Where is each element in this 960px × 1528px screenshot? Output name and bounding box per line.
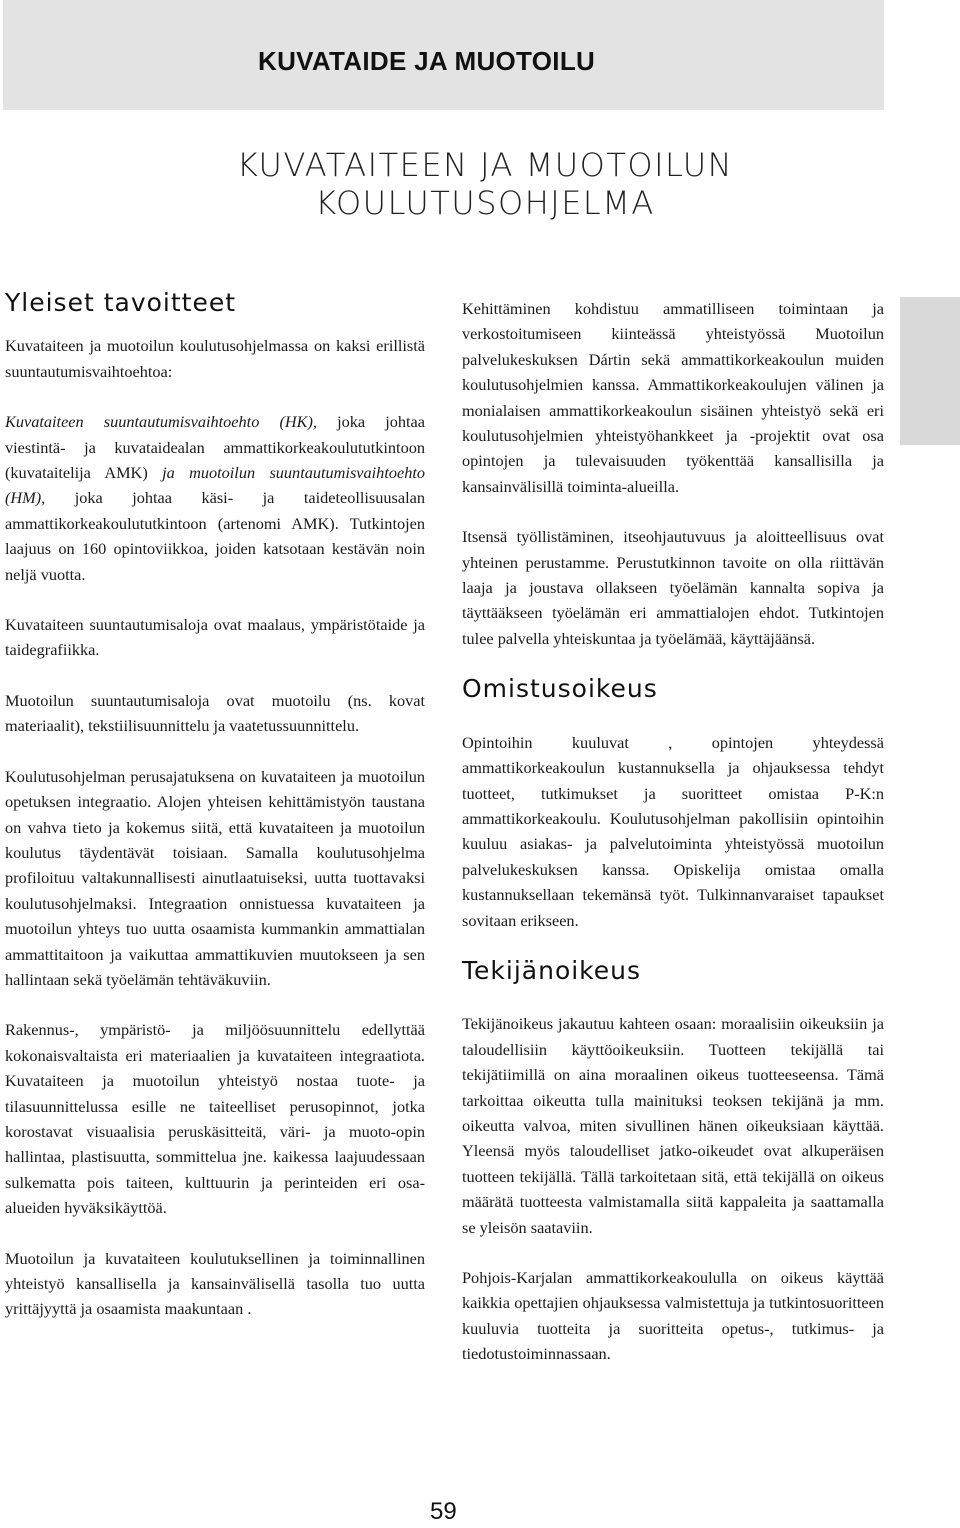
- text-hm-description: joka johtaa käsi- ja taideteollisuusalan ammattikorkeakoulututkintoon (artenomi AMK). Tutkintojen laajuus on 160 opintoviikkoa, joiden katsotaan kestävän noin neljä vuotta.: [5, 488, 425, 584]
- right-column: [462, 296, 884, 1392]
- paragraph-intro: Kuvataiteen ja muotoilun koulutusohjelmassa on kaksi erillistä suuntautumisvaihtoehtoa:: [5, 336, 425, 381]
- heading-yleiset-tavoitteet: Yleiset tavoitteet: [5, 288, 237, 317]
- emphasis-hk: Kuvataiteen suuntautumisvaihtoehto (HK),: [5, 412, 317, 432]
- document-title: KUVATAITEEN JA MUOTOILUN KOULUTUSOHJELMA: [236, 146, 734, 222]
- paragraph-pohjois-karjala: Pohjois-Karjalan ammattikorkeakoululla on oikeus käyttää kaikkia opettajien ohjauksessa valmistettuja ja tutkintosuoritteen kuuluvia tuotteita ja suoritteita opetus-, tutkimus- ja tiedotustoiminnassaan.: [462, 1268, 884, 1364]
- paragraph-tekijanoikeus: Tekijänoikeus jakautuu kahteen osaan: moraalisiin oikeuksiin ja taloudellisiin käyttöoikeuksiin. Tuotteen tekijällä tai tekijätiimillä on aina moraalinen oikeus tuotteeseensa. Tämä tarkoittaa oikeutta tulla mainituksi teoksen tekijänä ja mm. oikeutta valvoa, miten sivullinen hänen oikeuksiaan käyttää. Yleensä myös taloudelliset jatko-oikeudet ovat alkuperäisen tuotteen tekijällä. Tällä tarkoitetaan sitä, että tekijällä on oikeus määrätä tuotteesta valmistamalla siitä kappaleita ja saattamalla se yleisön saataviin.: [462, 1014, 884, 1237]
- paragraph-rakennus: Rakennus-, ympäristö- ja miljöösuunnittelu edellyttää kokonaisvaltaista eri materiaalien ja kuvataiteen integraatiota. Kuvataiteen ja muotoilun yhteistyö nostaa tuote- ja tilasuunnittelussa esille ne taiteelliset perusopinnot, jotka korostavat visuaalisia peruskäsitteitä, väri- ja muoto-opin hallintaa, plastisuutta, sommittelua jne. kaikessa laajuudessaan sulkematta pois taiteen, kulttuurin ja perinteiden eri osa-alueiden hyväksikäyttöä.: [5, 1020, 425, 1218]
- page-number: 59: [430, 1498, 457, 1525]
- paragraph-yhteistyo: Muotoilun ja kuvataiteen koulutuksellinen ja toiminnallinen yhteistyö kansallisella ja kansainvälisellä tasolla tuo uutta yrittäjyyttä ja osaamista maakuntaan .: [5, 1248, 425, 1319]
- paragraph-suuntautumisvaihtoehdot: [5, 409, 425, 587]
- left-column: [5, 290, 425, 1347]
- paragraph-omistusoikeus: Opintoihin kuuluvat , opintojen yhteydessä ammattikorkeakoulun kustannuksella ja ohjauksessa tehdyt tuotteet, tutkimukset ja suoritteet omistaa P-K:n ammattikorkeakoulu. Koulutusohjelman pakollisiin opintoihin kuuluu asiakas- ja palvelutoiminta yhteistyössä muotoilun palvelukeskuksen kanssa. Opiskelija omistaa omalla kustannuksellaan tekemänsä työt. Tulkinnanvaraiset tapaukset sovitaan erikseen.: [462, 732, 884, 930]
- paragraph-tyollistaminen: Itsensä työllistäminen, itseohjautuvuus ja aloitteellisuus ovat yhteinen perustamme. Perustutkinnon tavoite on olla riittävän laaja ja joustava ollakseen työelämän kannalta sopiva ja täyttääkseen työelämän eri ammattialojen ehdot. Tutkintojen tulee palvella yhteiskuntaa ja työelämää, käyttäjäänsä.: [462, 527, 884, 648]
- paragraph-kuvataide-alat: Kuvataiteen suuntautumisaloja ovat maalaus, ympäristötaide ja taidegrafiikka.: [5, 615, 425, 660]
- heading-omistusoikeus: Omistusoikeus: [462, 674, 658, 704]
- section-title: KUVATAIDE JA MUOTOILU: [258, 46, 596, 76]
- emphasis-hm: ja muotoilun suuntautumisvaihtoehto (HM),: [5, 463, 426, 508]
- paragraph-integraatio: Koulutusohjelman perusajatuksena on kuvataiteen ja muotoilun opetuksen integraatio. Alojen yhteisen kehittämistyön taustana on vahva tieto ja kokemus siitä, että kuvataiteen ja muotoilun koulutus täydentävät toisiaan. Samalla koulutusohjelma profiloituu valtakunnallisesti ainutlaatuiseksi, uutta tuottavaksi koulutusohjelmaksi. Integraation onnistuessa kuvataiteen ja muotoilun yhteys tuo uutta osaamista kummankin ammattialan ammattitaitoon ja vaikuttaa ammattikuvien muutokseen ja sen hallintaan sekä työelämän tehtäväkuviin.: [5, 766, 425, 989]
- paragraph-kehittaminen: Kehittäminen kohdistuu ammatilliseen toimintaan ja verkostoitumiseen kiinteässä yhteistyössä Muotoilun palvelukeskuksen Dártin sekä ammattikorkeakoulun muiden koulutusohjelmien kanssa. Ammattikorkeakoulujen välinen ja monialaisen ammattikorkeakoulun sisäinen yhteistyö sekä eri koulutusohjelmien yhteistyöhankkeet ja -projektit ovat osa opintojen ja tulevaisuuden työkenttää kansallisilla ja kansainvälisillä toiminta-alueilla.: [462, 299, 884, 496]
- text-hk-description: joka johtaa viestintä- ja kuvataidealan ammattikorkeakoulututkintoon (kuvataitelija AMK): [5, 412, 425, 483]
- paragraph-muotoilu-alat: Muotoilun suuntautumisaloja ovat muotoilu (ns. kovat materiaalit), tekstiilisuunnittelu ja vaatetussuunnittelu.: [5, 690, 425, 736]
- side-tab-marker: [900, 297, 960, 445]
- heading-tekijanoikeus: Tekijänoikeus: [462, 955, 642, 985]
